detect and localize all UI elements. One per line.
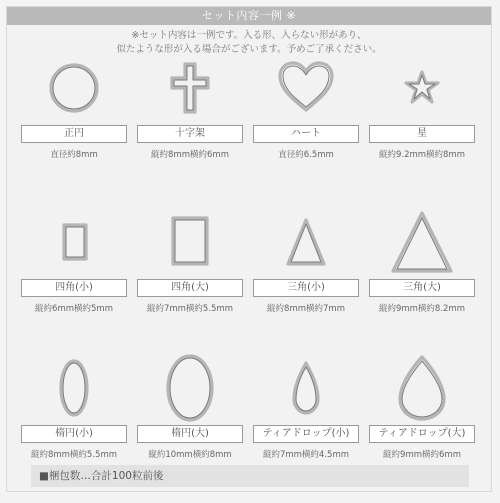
item-cell [363,207,481,357]
item-size: 縦約8mm横約7mm [267,304,345,314]
disclaimer-line-1: ※セット内容は一例です。入る形、入らない形があり、 [131,30,367,41]
item-label: 四角(小) [21,279,127,297]
item-cell [363,53,481,203]
heart-frame-icon [274,58,338,118]
item-size: 縦約7mm横約4.5mm [262,450,350,460]
item-size: 縦約8mm横約6mm [151,150,229,160]
section-header: セット内容一例 ※ [7,7,491,25]
item-size: 縦約9mm横約8.2mm [378,304,466,314]
oval-large-icon [160,353,220,423]
item-label: 正円 [21,125,127,143]
item-cell [131,207,249,357]
circle-ring-icon [44,58,104,118]
item-cell [247,207,365,357]
triangle-large-icon [387,209,457,275]
item-label: 三角(小) [253,279,359,297]
item-label: 楕円(小) [21,425,127,443]
item-size: 縦約8mm横約5.5mm [30,450,118,460]
item-cell [15,53,133,203]
item-label: ハート [253,125,359,143]
item-label: 星 [369,125,475,143]
item-label: 四角(大) [137,279,243,297]
star-frame-icon [392,58,452,118]
triangle-small-icon [276,212,336,272]
item-label: 楕円(大) [137,425,243,443]
cross-frame-icon [160,58,220,118]
item-label: ティアドロップ(大) [369,425,475,443]
item-size: 直径約6.5mm [278,150,334,160]
item-size: 縦約10mm横約8mm [148,450,232,460]
item-size: 縦約6mm横約5mm [35,304,113,314]
item-label: 十字架 [137,125,243,143]
item-size: 縦約9.2mm横約8mm [378,150,466,160]
disclaimer-line-2: 似たような形が入る場合がございます。予めご了承ください。 [116,44,382,55]
item-size: 縦約7mm横約5.5mm [146,304,234,314]
square-large-icon [160,212,220,272]
item-size: 縦約9mm横約6mm [383,450,461,460]
item-cell [131,53,249,203]
square-small-icon [44,212,104,272]
teardrop-small-icon [276,355,336,421]
item-cell [15,207,133,357]
item-size: 直径約8mm [50,150,98,160]
product-set-panel [6,6,492,492]
item-label: ティアドロップ(小) [253,425,359,443]
item-cell [247,53,365,203]
teardrop-large-icon [387,353,457,423]
oval-small-icon [44,355,104,421]
item-label: 三角(大) [369,279,475,297]
package-count: ■梱包数…合計100粒前後 [31,465,469,487]
